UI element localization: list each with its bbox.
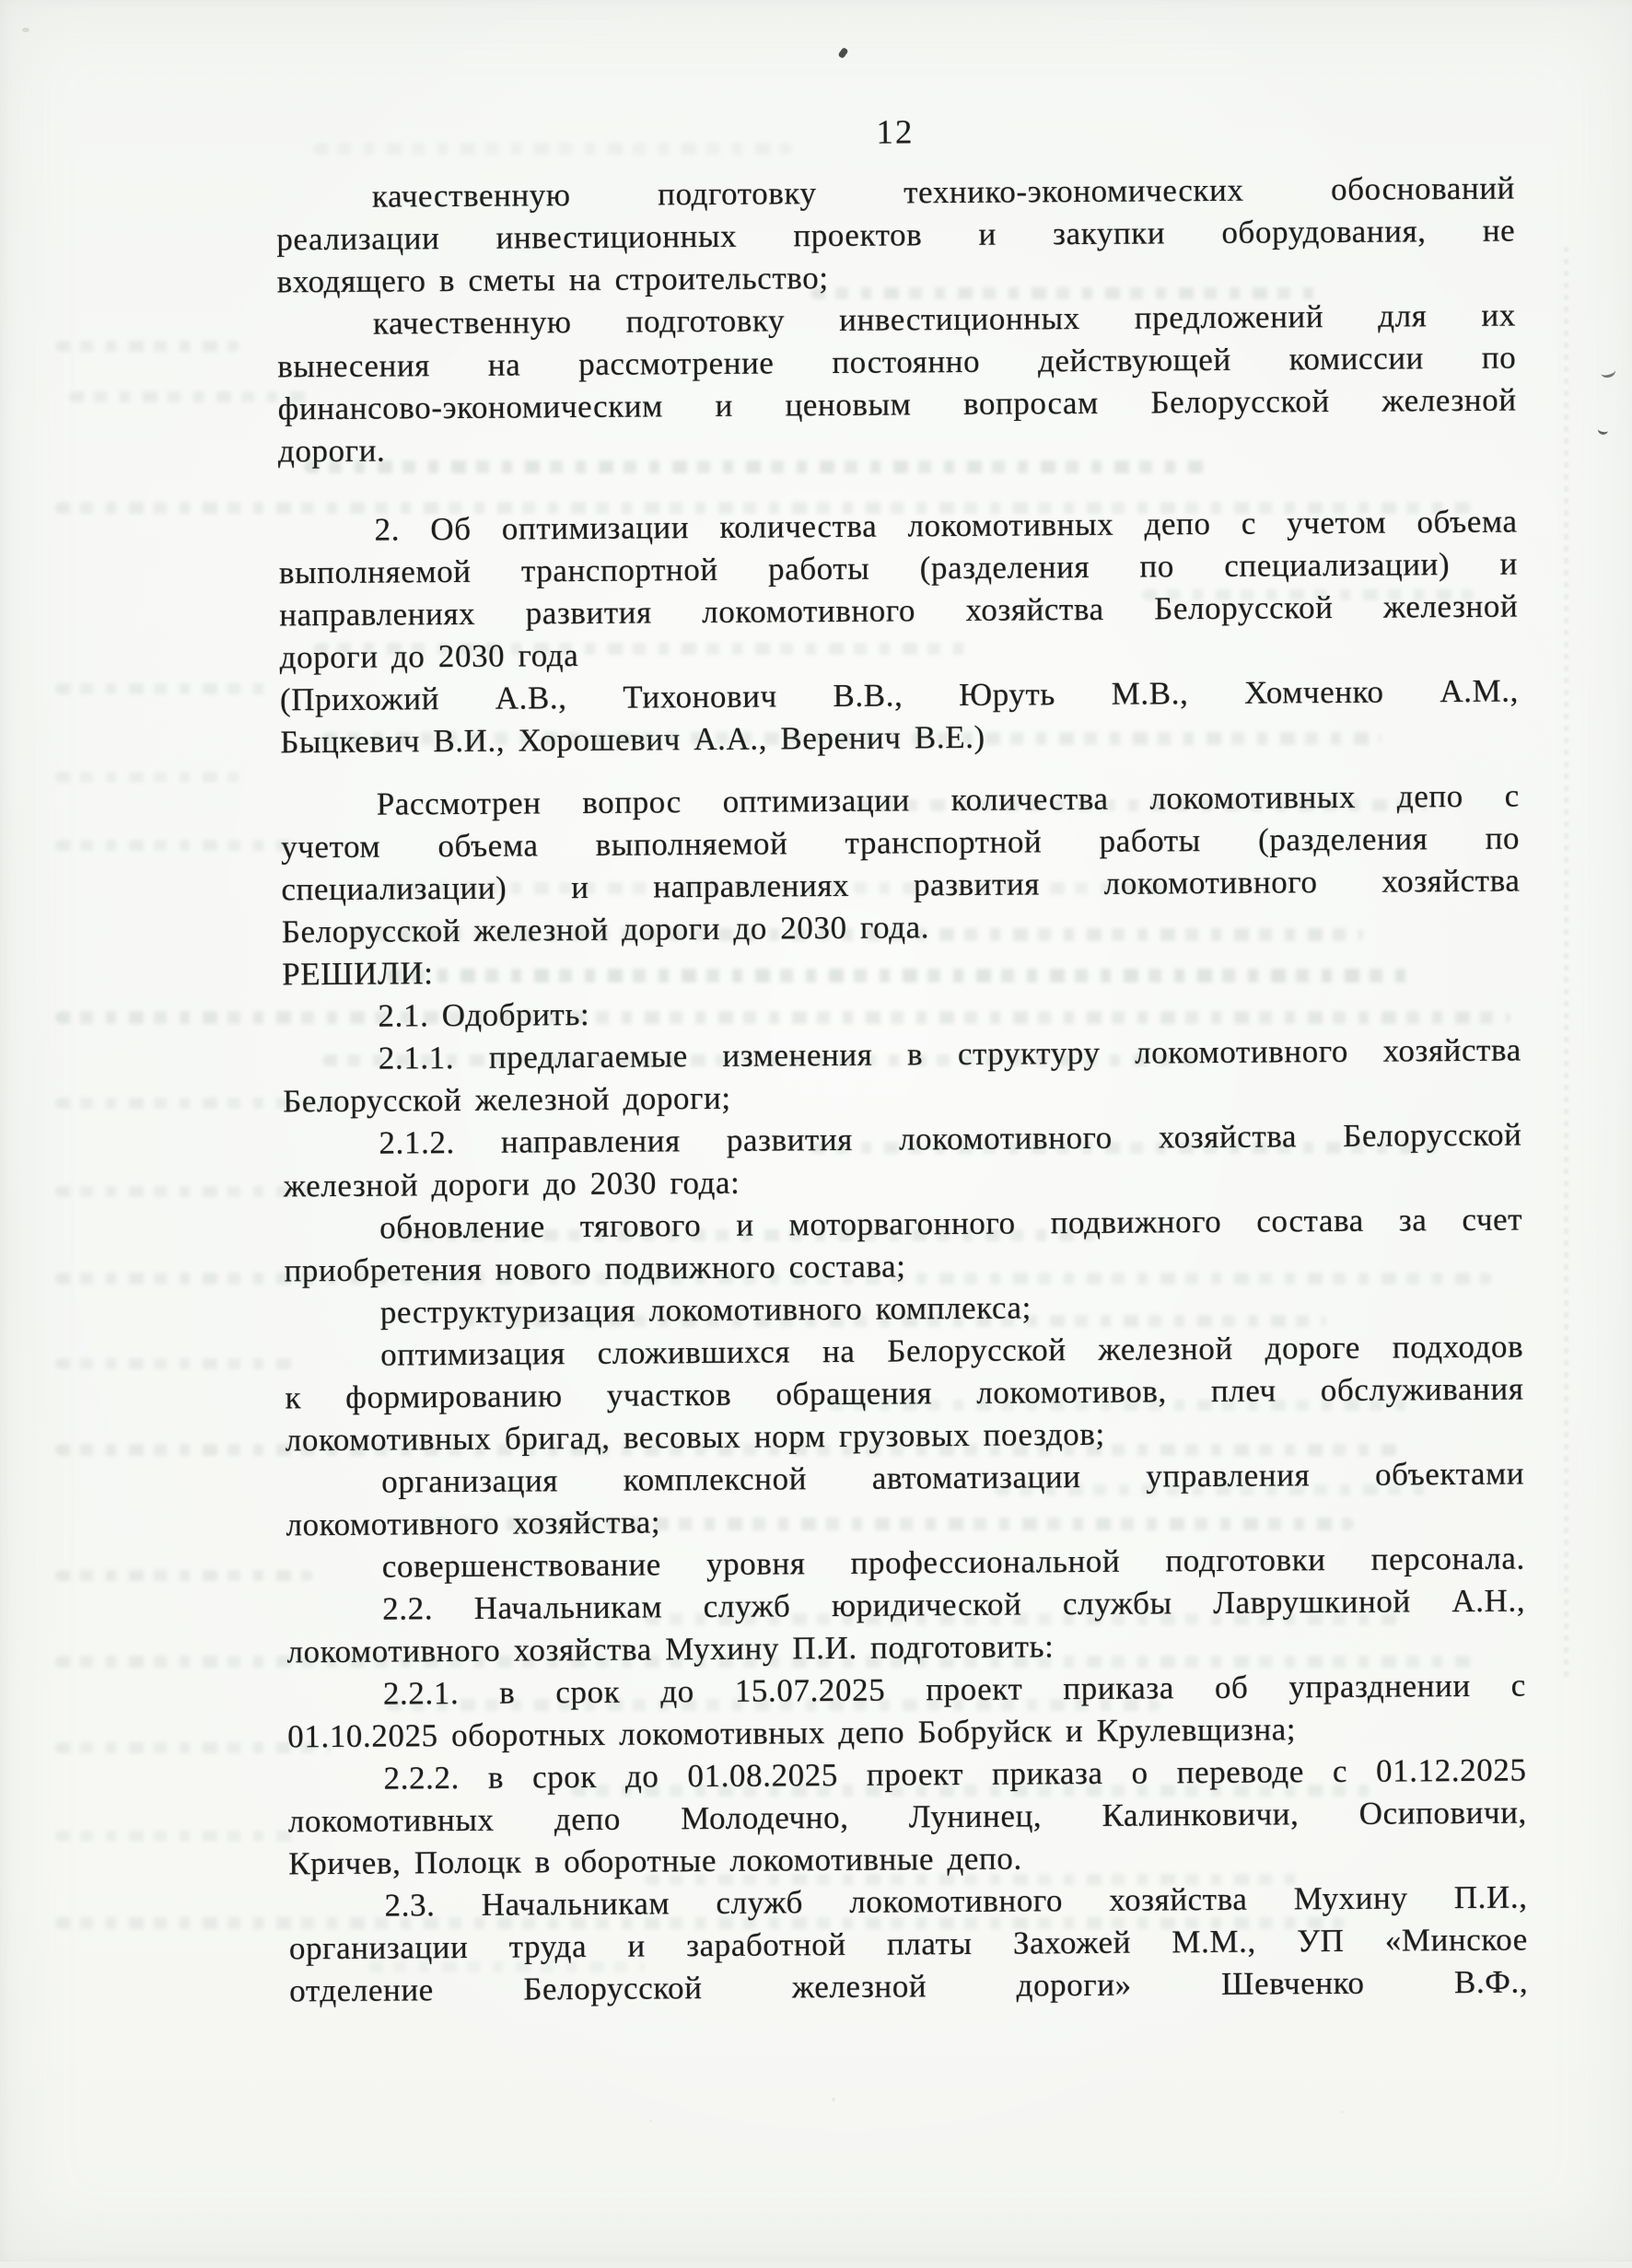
text-line: обновление тягового и моторвагонного подвижного состава за счет	[284, 1199, 1522, 1250]
text-line: железной дороги до 2030 года:	[284, 1157, 1522, 1208]
text-line: реструктуризация локомотивного комплекса;	[285, 1284, 1523, 1335]
text-line: приобретения нового подвижного состава;	[284, 1241, 1522, 1293]
dust-speck	[832, 2098, 835, 2101]
text-line: 2.1.1. предлагаемые изменения в структуру локомотивного хозяйства	[283, 1029, 1521, 1081]
text-line: Быцкевич В.И., Хорошевич А.А., Веренич В.Е.)	[280, 713, 1519, 764]
text-line: локомотивного хозяйства;	[286, 1495, 1524, 1547]
text-line: дороги до 2030 года	[279, 628, 1518, 680]
page-number: 12	[275, 108, 1514, 159]
text-line: локомотивных бригад, весовых норм грузовых поездов;	[286, 1411, 1524, 1462]
text-line: вынесения на рассмотрение постоянно действующей комиссии по	[277, 337, 1516, 389]
text-line: качественную подготовку инвестиционных предложений для их	[277, 295, 1516, 346]
text-line: реализации инвестиционных проектов и закупки оборудования, не	[276, 210, 1515, 262]
dust-speck	[22, 28, 29, 32]
text-line: Рассмотрен вопрос оптимизации количества локомотивных депо с	[281, 775, 1520, 827]
text-line: Белорусской железной дороги до 2030 года.	[282, 902, 1521, 954]
text-line: входящего в сметы на строительство;	[276, 252, 1515, 304]
text-line: 01.10.2025 оборотных локомотивных депо Бобруйск и Крулевщизна;	[287, 1706, 1526, 1758]
text-line: (Прихожий А.В., Тихонович В.В., Юруть М.В., Хомченко А.М.,	[280, 670, 1519, 722]
text-line: отделение Белорусской железной дороги» Шевченко В.Ф.,	[289, 1960, 1528, 2012]
text-line: оптимизация сложившихся на Белорусской железной дороге подходов	[285, 1326, 1523, 1378]
text-line: организации труда и заработной платы Захожей М.М., УП «Минское	[289, 1918, 1528, 1970]
text-line: 2.2.2. в срок до 01.08.2025 проект приказа о переводе с 01.12.2025	[287, 1749, 1526, 1800]
text-line: Кричев, Полоцк в оборотные локомотивные депо.	[288, 1833, 1527, 1885]
text-line: 2.3. Начальникам служб локомотивного хозяйства Мухину П.И.,	[288, 1876, 1527, 1927]
dust-speck	[1341, 2111, 1344, 2113]
text-line: 2.2.1. в срок до 15.07.2025 проект приказа об упразднении с	[287, 1664, 1526, 1716]
text-line: 2.1. Одобрить:	[282, 987, 1521, 1039]
text-line: направлениях развития локомотивного хозяйства Белорусской железной	[279, 586, 1518, 637]
text-line: учетом объема выполняемой транспортной работы (разделения по	[281, 818, 1520, 869]
text-line: к формированию участков обращения локомотивов, плеч обслуживания	[285, 1368, 1523, 1420]
text-line: специализации) и направлениях развития локомотивного хозяйства	[281, 860, 1520, 912]
text-line: финансово-экономическим и ценовым вопросам Белорусской железной	[277, 379, 1516, 431]
text-line: совершенствование уровня профессиональной подготовки персонала.	[286, 1537, 1525, 1588]
text-line: локомотивных депо Молодечно, Лунинец, Калинковичи, Осиповичи,	[288, 1791, 1527, 1843]
document-text	[276, 168, 1529, 2013]
dust-speck	[649, 2120, 652, 2123]
text-line: 2. Об оптимизации количества локомотивных депо с учетом объема	[278, 501, 1517, 552]
text-line: РЕШИЛИ:	[282, 945, 1521, 996]
text-line: дороги.	[278, 422, 1517, 473]
text-line: 2.1.2. направления развития локомотивного хозяйства Белорусской	[283, 1114, 1521, 1166]
text-line: организация комплексной автоматизации управления объектами	[286, 1453, 1524, 1505]
text-line: 2.2. Начальникам служб юридической службы Лаврушкиной А.Н.,	[286, 1579, 1525, 1631]
text-line: выполняемой транспортной работы (разделения по специализации) и	[279, 543, 1518, 595]
text-line: локомотивного хозяйства Мухину П.И. подготовить:	[286, 1622, 1525, 1673]
text-line: Белорусской железной дороги;	[283, 1072, 1521, 1123]
text-line: качественную подготовку технико-экономических обоснований	[276, 168, 1515, 219]
